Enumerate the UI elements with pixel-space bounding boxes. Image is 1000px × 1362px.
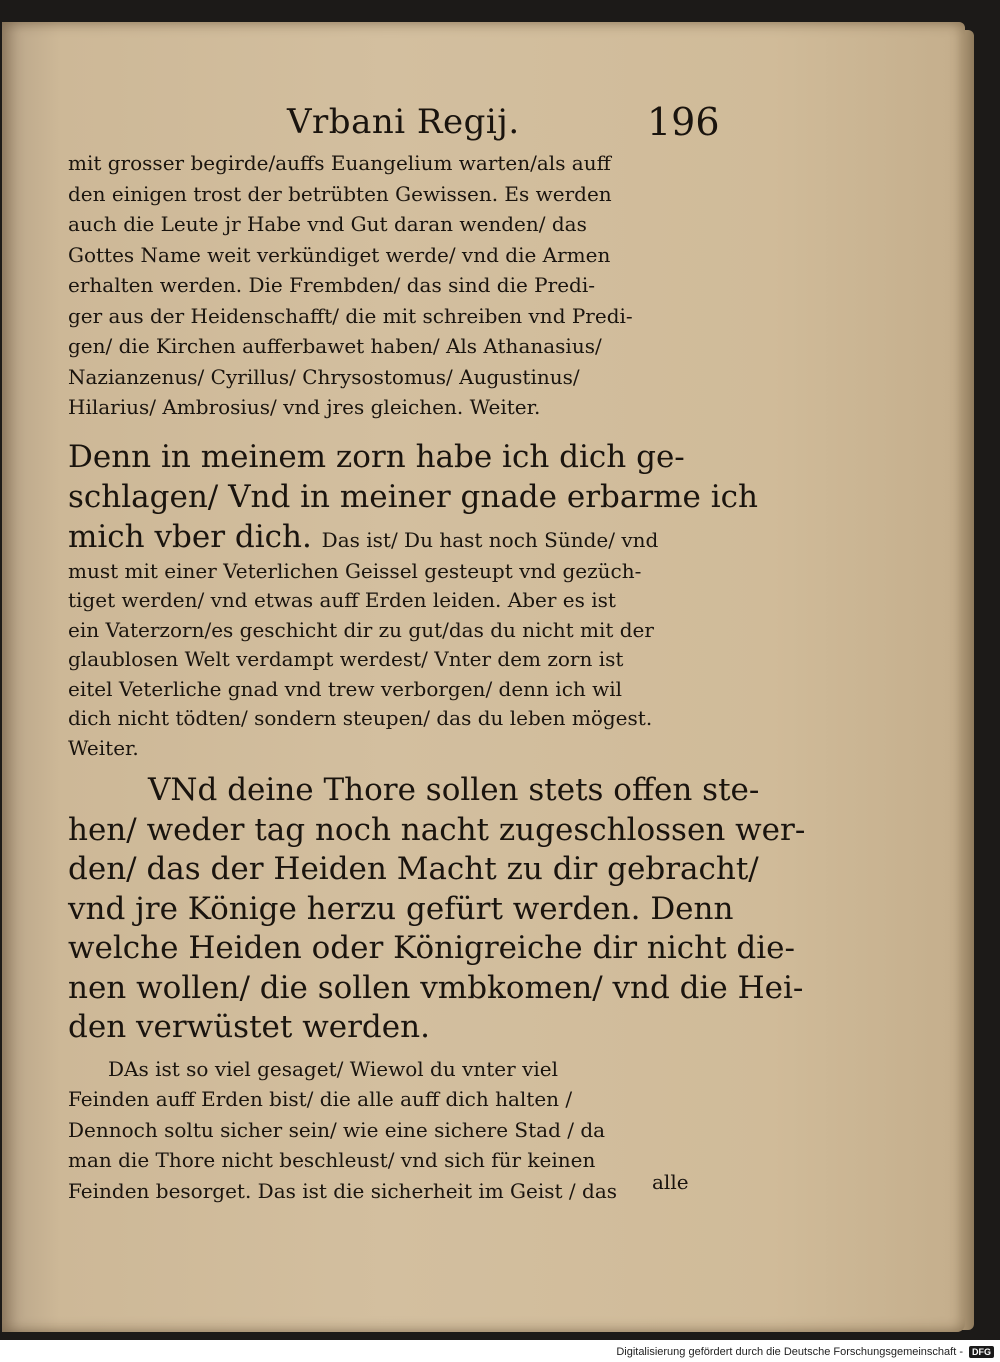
dfg-logo: DFG xyxy=(969,1346,994,1358)
text-line: DAs ist so viel gesaget/ Wiewol du vnter viel xyxy=(108,1056,558,1081)
text-line: eitel Veterliche gnad vnd trew verborgen/ denn ich wil xyxy=(68,676,623,701)
text-line: mit grosser begirde/auffs Euangelium warten/als auff xyxy=(68,151,611,175)
commentary-fragment: Das ist/ Du hast noch Sünde/ vnd xyxy=(321,527,659,552)
text-line: auch die Leute jr Habe vnd Gut daran wenden/ das xyxy=(68,212,587,236)
text-line: must mit einer Veterlichen Geissel gesteupt vnd gezüch- xyxy=(68,558,642,583)
text-line: erhalten werden. Die Frembden/ das sind die Predi- xyxy=(68,273,595,297)
text-line: Nazianzenus/ Cyrillus/ Chrysostomus/ Augustinus/ xyxy=(68,364,580,389)
page-number: 196 xyxy=(647,100,720,144)
footer-text: Digitalisierung gefördert durch die Deutsche Forschungsgemeinschaft - xyxy=(616,1346,963,1358)
scripture-fragment: mich vber dich. xyxy=(68,518,312,555)
scripture-line: VNd deine Thore sollen stets offen ste- xyxy=(148,772,760,808)
running-head: Vrbani Regij. xyxy=(287,102,520,142)
text-line: Dennoch soltu sicher sein/ wie eine sichere Stad / da xyxy=(68,1117,606,1142)
text-line: dich nicht tödten/ sondern steupen/ das du leben mögest. xyxy=(68,706,653,730)
scripture-line: hen/ weder tag noch nacht zugeschlossen wer- xyxy=(68,811,806,848)
paragraph-scripture-2 xyxy=(68,771,806,1048)
paragraph-commentary-1 xyxy=(68,148,708,423)
paragraph-scripture-1 xyxy=(68,437,758,764)
scripture-line: vnd jre Könige herzu gefürt werden. Denn xyxy=(68,890,734,927)
text-line: ein Vaterzorn/es geschicht dir zu gut/das du nicht mit der xyxy=(68,617,654,642)
text-line: glaublosen Welt verdampt werdest/ Vnter dem zorn ist xyxy=(68,647,624,671)
scripture-line: nen wollen/ die sollen vmbkomen/ vnd die Hei- xyxy=(68,969,804,1006)
text-block xyxy=(68,148,806,1206)
text-line: Feinden auff Erden bist/ die alle auff dich halten / xyxy=(68,1087,573,1111)
text-line: tiget werden/ vnd etwas auff Erden leiden. Aber es ist xyxy=(68,588,616,612)
footer-credit xyxy=(616,1346,994,1358)
text-line: Weiter. xyxy=(68,735,139,760)
paragraph-commentary-2 xyxy=(68,1054,708,1207)
scripture-line-mixed xyxy=(68,517,708,557)
text-line: Feinden besorget. Das ist die sicherheit im Geist / das xyxy=(68,1178,618,1203)
text-line: den einigen trost der betrübten Gewissen. Es werden xyxy=(68,181,612,206)
catchword: alle xyxy=(652,1170,689,1194)
text-line: man die Thore nicht beschleust/ vnd sich für keinen xyxy=(68,1148,596,1172)
scripture-line: Denn in meinem zorn habe ich dich ge- xyxy=(68,438,685,475)
scripture-line: schlagen/ Vnd in meiner gnade erbarme ich xyxy=(68,478,758,515)
text-line: Hilarius/ Ambrosius/ vnd jres gleichen. Weiter. xyxy=(68,395,541,419)
scripture-line: den/ das der Heiden Macht zu dir gebracht/ xyxy=(68,851,759,887)
text-line: gen/ die Kirchen aufferbawet haben/ Als Athanasius/ xyxy=(68,334,602,358)
text-line: Gottes Name weit verkündiget werde/ vnd die Armen xyxy=(68,242,611,267)
book-page xyxy=(2,22,965,1332)
scripture-line: welche Heiden oder Königreiche dir nicht die- xyxy=(68,930,796,966)
scripture-line: den verwüstet werden. xyxy=(68,1009,430,1045)
text-line: ger aus der Heidenschafft/ die mit schreiben vnd Predi- xyxy=(68,303,633,328)
